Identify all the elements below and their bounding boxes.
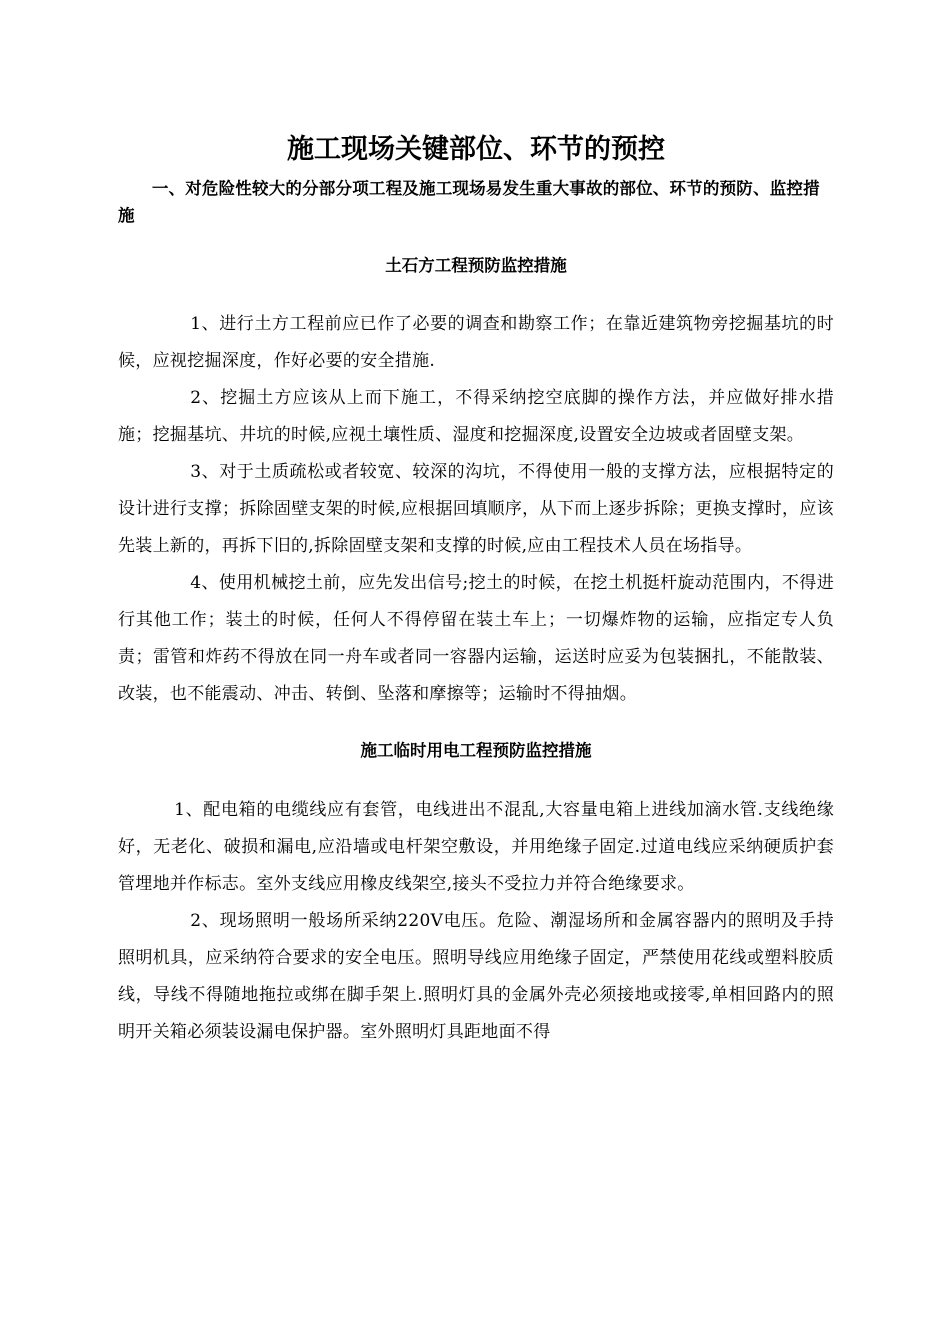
earthwork-paragraph-1: 1、进行土方工程前应已作了必要的调查和勘察工作；在靠近建筑物旁挖掘基坑的时候，应视挖掘深度，作好必要的安全措施. [118, 314, 834, 371]
section-heading: 一、对危险性较大的分部分项工程及施工现场易发生重大事故的部位、环节的预防、监控措施 [118, 179, 820, 225]
earthwork-heading: 土石方工程预防监控措施 [385, 256, 567, 275]
electric-paragraph-1: 1、配电箱的电缆线应有套管，电线进出不混乱,大容量电箱上进线加滴水管.支线绝缘好，无老化、破损和漏电,应沿墙或电杆架空敷设，并用绝缘子固定.过道电线应采纳硬质护套管埋地并作标志。室外支线应用橡皮线架空,接头不受拉力并符合绝缘要求。 [118, 800, 834, 894]
earthwork-paragraph-2: 2、挖掘土方应该从上而下施工，不得采纳挖空底脚的操作方法，并应做好排水措施；挖掘基坑、井坑的时候,应视土壤性质、湿度和挖掘深度,设置安全边坡或者固壁支架。 [118, 388, 834, 445]
document-title: 施工现场关键部位、环节的预控 [287, 134, 665, 165]
earthwork-paragraph-4: 4、使用机械挖土前，应先发出信号;挖土的时候，在挖土机挺杆旋动范围内，不得进行其他工作；装土的时候，任何人不得停留在装土车上；一切爆炸物的运输，应指定专人负责；雷管和炸药不得放在同一舟车或者同一容器内运输，运送时应妥为包装捆扎，不能散装、改装，也不能震动、冲击、转倒、坠落和摩擦等；运输时不得抽烟。 [118, 573, 834, 704]
document-page [118, 128, 834, 1051]
electric-heading: 施工临时用电工程预防监控措施 [360, 741, 592, 760]
earthwork-paragraph-3: 3、对于土质疏松或者较宽、较深的沟坑，不得使用一般的支撑方法，应根据特定的设计进行支撑；拆除固壁支架的时候,应根据回填顺序，从下而上逐步拆除；更换支撑时，应该先装上新的，再拆下旧的,拆除固壁支架和支撑的时候,应由工程技术人员在场指导。 [118, 462, 834, 556]
electric-paragraph-2: 2、现场照明一般场所采纳220V电压。危险、潮湿场所和金属容器内的照明及手持照明机具，应采纳符合要求的安全电压。照明导线应用绝缘子固定，严禁使用花线或塑料胶质线，导线不得随地拖拉或绑在脚手架上.照明灯具的金属外壳必须接地或接零,单相回路内的照明开关箱必须装设漏电保护器。室外照明灯具距地面不得 [118, 911, 834, 1042]
